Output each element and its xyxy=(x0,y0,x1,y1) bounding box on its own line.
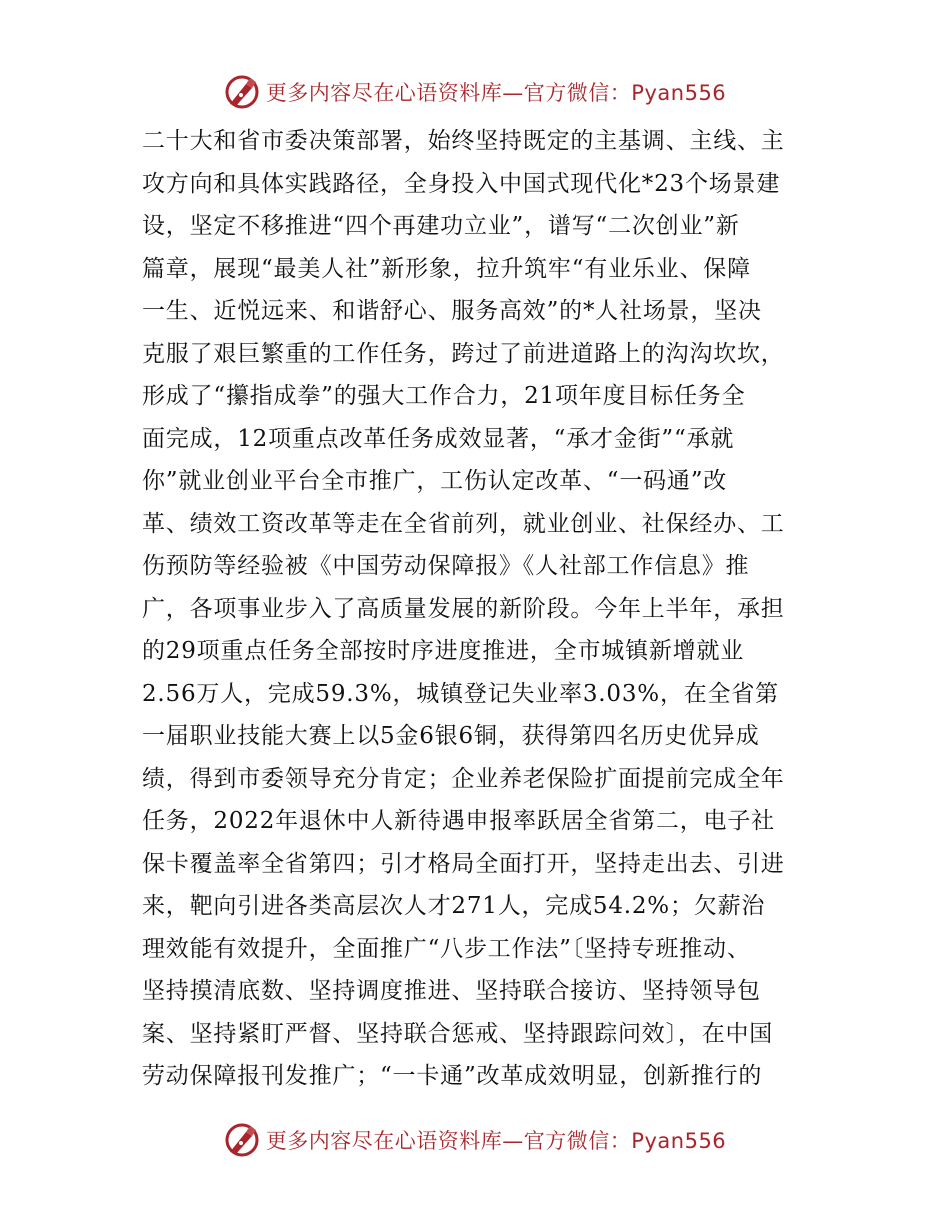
footer-watermark-text: 更多内容尽在心语资料库—官方微信：Pyan556 xyxy=(265,1129,727,1153)
body-line: 坚持摸清底数、坚持调度推进、坚持联合接访、坚持领导包 xyxy=(142,978,761,1004)
document-body xyxy=(142,120,810,1098)
body-line: 形成了“攥指成拳”的强大工作合力，21项年度目标任务全 xyxy=(142,383,746,409)
body-line: 设，坚定不移推进“四个再建功立业”，谱写“二次创业”新 xyxy=(142,213,740,239)
header-watermark xyxy=(0,72,950,112)
body-line: 理效能有效提升，全面推广“八步工作法”〔坚持专班推动、 xyxy=(142,935,751,962)
body-line: 克服了艰巨繁重的工作任务，跨过了前进道路上的沟沟坎坎， xyxy=(142,340,785,367)
footer-watermark xyxy=(0,1120,950,1160)
body-line: 革、绩效工资改革等走在全省前列，就业创业、社保经办、工 xyxy=(142,510,785,537)
body-line: 篇章，展现“最美人社”新形象，拉升筑牢“有业乐业、保障 xyxy=(142,255,751,282)
body-line: 劳动保障报刊发推广；“一卡通”改革成效明显，创新推行的 xyxy=(142,1063,763,1089)
body-line: 的29项重点任务全部按时序进度推进，全市城镇新增就业 xyxy=(142,638,745,664)
body-line: 任务，2022年退休中人新待遇申报率跃居全省第二，电子社 xyxy=(142,808,775,834)
body-line: 伤预防等经验被《中国劳动保障报》《人社部工作信息》推 xyxy=(142,553,750,579)
body-line: 2.56万人，完成59.3%，城镇登记失业率3.03%，在全省第 xyxy=(142,680,779,707)
pen-nib-logo-icon xyxy=(224,1122,260,1158)
body-line: 攻方向和具体实践路径，全身投入中国式现代化*23个场景建 xyxy=(142,170,781,197)
body-line: 面完成，12项重点改革任务成效显著，“承才金街”“承就 xyxy=(142,425,735,452)
body-line: 你”就业创业平台全市推广，工伤认定改革、“一码通”改 xyxy=(142,468,728,494)
body-line: 广，各项事业步入了高质量发展的新阶段。今年上半年，承担 xyxy=(142,595,785,622)
body-line: 来，靶向引进各类高层次人才271人，完成54.2%；欠薪治 xyxy=(142,893,766,919)
pen-nib-logo-icon xyxy=(224,74,260,110)
body-line: 案、坚持紧盯严督、坚持联合惩戒、坚持跟踪问效〕，在中国 xyxy=(142,1020,774,1047)
body-line: 一生、近悦远来、和谐舒心、服务高效”的*人社场景，坚决 xyxy=(142,298,762,324)
body-line: 一届职业技能大赛上以5金6银6铜，获得第四名历史优异成 xyxy=(142,723,760,749)
body-line: 绩，得到市委领导充分肯定；企业养老保险扩面提前完成全年 xyxy=(142,765,785,792)
body-line: 保卡覆盖率全省第四；引才格局全面打开，坚持走出去、引进 xyxy=(142,850,785,877)
header-watermark-text: 更多内容尽在心语资料库—官方微信：Pyan556 xyxy=(265,81,727,105)
body-line: 二十大和省市委决策部署，始终坚持既定的主基调、主线、主 xyxy=(142,128,785,154)
